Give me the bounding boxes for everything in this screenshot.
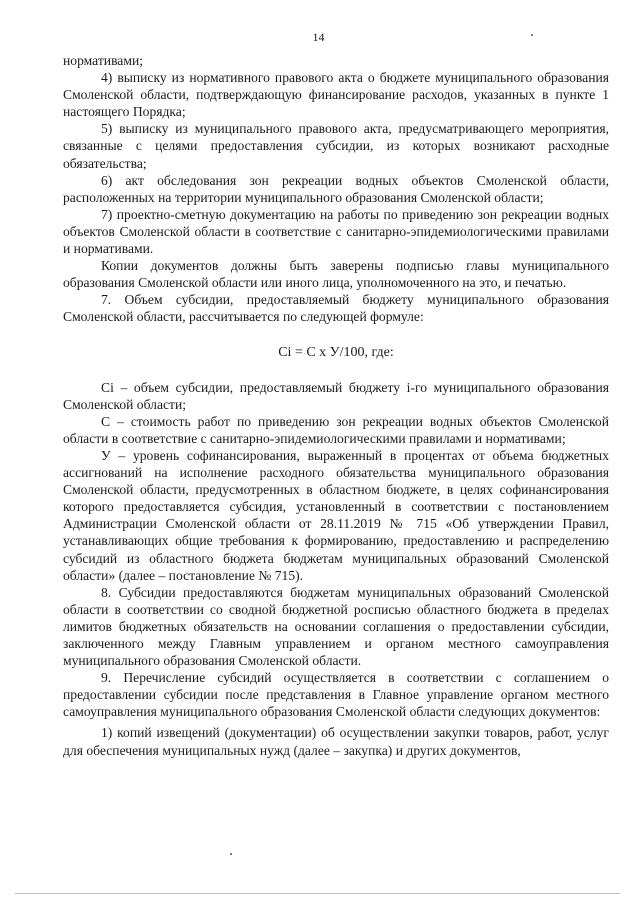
paragraph: 4) выписку из нормативного правового акта о бюджете муниципального образования Смоленской области, подтверждающую финансирование расходов, указанных в пункте 1 настоящего Порядка;	[63, 70, 609, 120]
paragraph: 7. Объем субсидии, предоставляемый бюджету муниципального образования Смоленской области, рассчитывается по следующей формуле:	[63, 292, 609, 325]
paragraph: нормативами;	[63, 53, 143, 68]
paragraph: 1) копий извещений (документации) об осуществлении закупки товаров, работ, услуг для обеспечения муниципальных нужд (далее – закупка) и других документов,	[63, 725, 609, 758]
scan-speck	[531, 34, 533, 36]
formula: Ci = С х У/100, где:	[278, 344, 394, 360]
scan-edge-line	[15, 893, 620, 894]
paragraph: С – стоимость работ по приведению зон рекреации водных объектов Смоленской области в соответствие с санитарно-эпидемиологическими правилами и нормативами;	[63, 413, 609, 446]
paragraph: Копии документов должны быть заверены подписью главы муниципального образования Смоленской области или иного лица, уполномоченного на это, и печатью.	[63, 258, 609, 291]
paragraph: У – уровень софинансирования, выраженный в процентах от объема бюджетных ассигнований на исполнение расходного обязательства муниципального образования Смоленской области, предусмотренных в областном бюджете, в целях софинансирования которого предоставляется субсидия, установленный в соответствии с постановлением Администрации Смоленской области от 28.11.2019 № 715 «Об утверждении Правил, устанавливающих общие требования к формированию, предоставлению и распределению субсидий из областного бюджета бюджетам муниципальных образований Смоленской области» (далее – постановление № 715).	[63, 447, 609, 583]
document-body	[63, 52, 609, 759]
paragraph: Ci – объем субсидии, предоставляемый бюджету i-го муниципального образования Смоленской области;	[63, 379, 609, 412]
paragraph: 9. Перечисление субсидий осуществляется в соответствии с соглашением о предоставлении субсидии после представления в Главное управление органом местного самоуправления муниципального образования Смоленской области следующих документов:	[63, 670, 609, 720]
page-number: 14	[312, 30, 325, 44]
paragraph: 8. Субсидии предоставляются бюджетам муниципальных образований Смоленской области в соответствии со сводной бюджетной росписью областного бюджета в пределах лимитов бюджетных обязательств на основании соглашения о предоставлении субсидии, заключенного между Главным управлением и органом местного самоуправления муниципального образования Смоленской области.	[63, 584, 609, 669]
paragraph: 6) акт обследования зон рекреации водных объектов Смоленской области, расположенных на территории муниципального образования Смоленской области;	[63, 172, 609, 205]
scan-speck	[230, 853, 232, 855]
paragraph: 5) выписку из муниципального правового акта, предусматривающего мероприятия, связанные с целями предоставления субсидии, из которых возникают расходные обязательства;	[63, 121, 609, 171]
paragraph: 7) проектно-сметную документацию на работы по приведению зон рекреации водных объектов Смоленской области в соответствие с санитарно-эпидемиологическими правилами и нормативами.	[63, 206, 609, 257]
